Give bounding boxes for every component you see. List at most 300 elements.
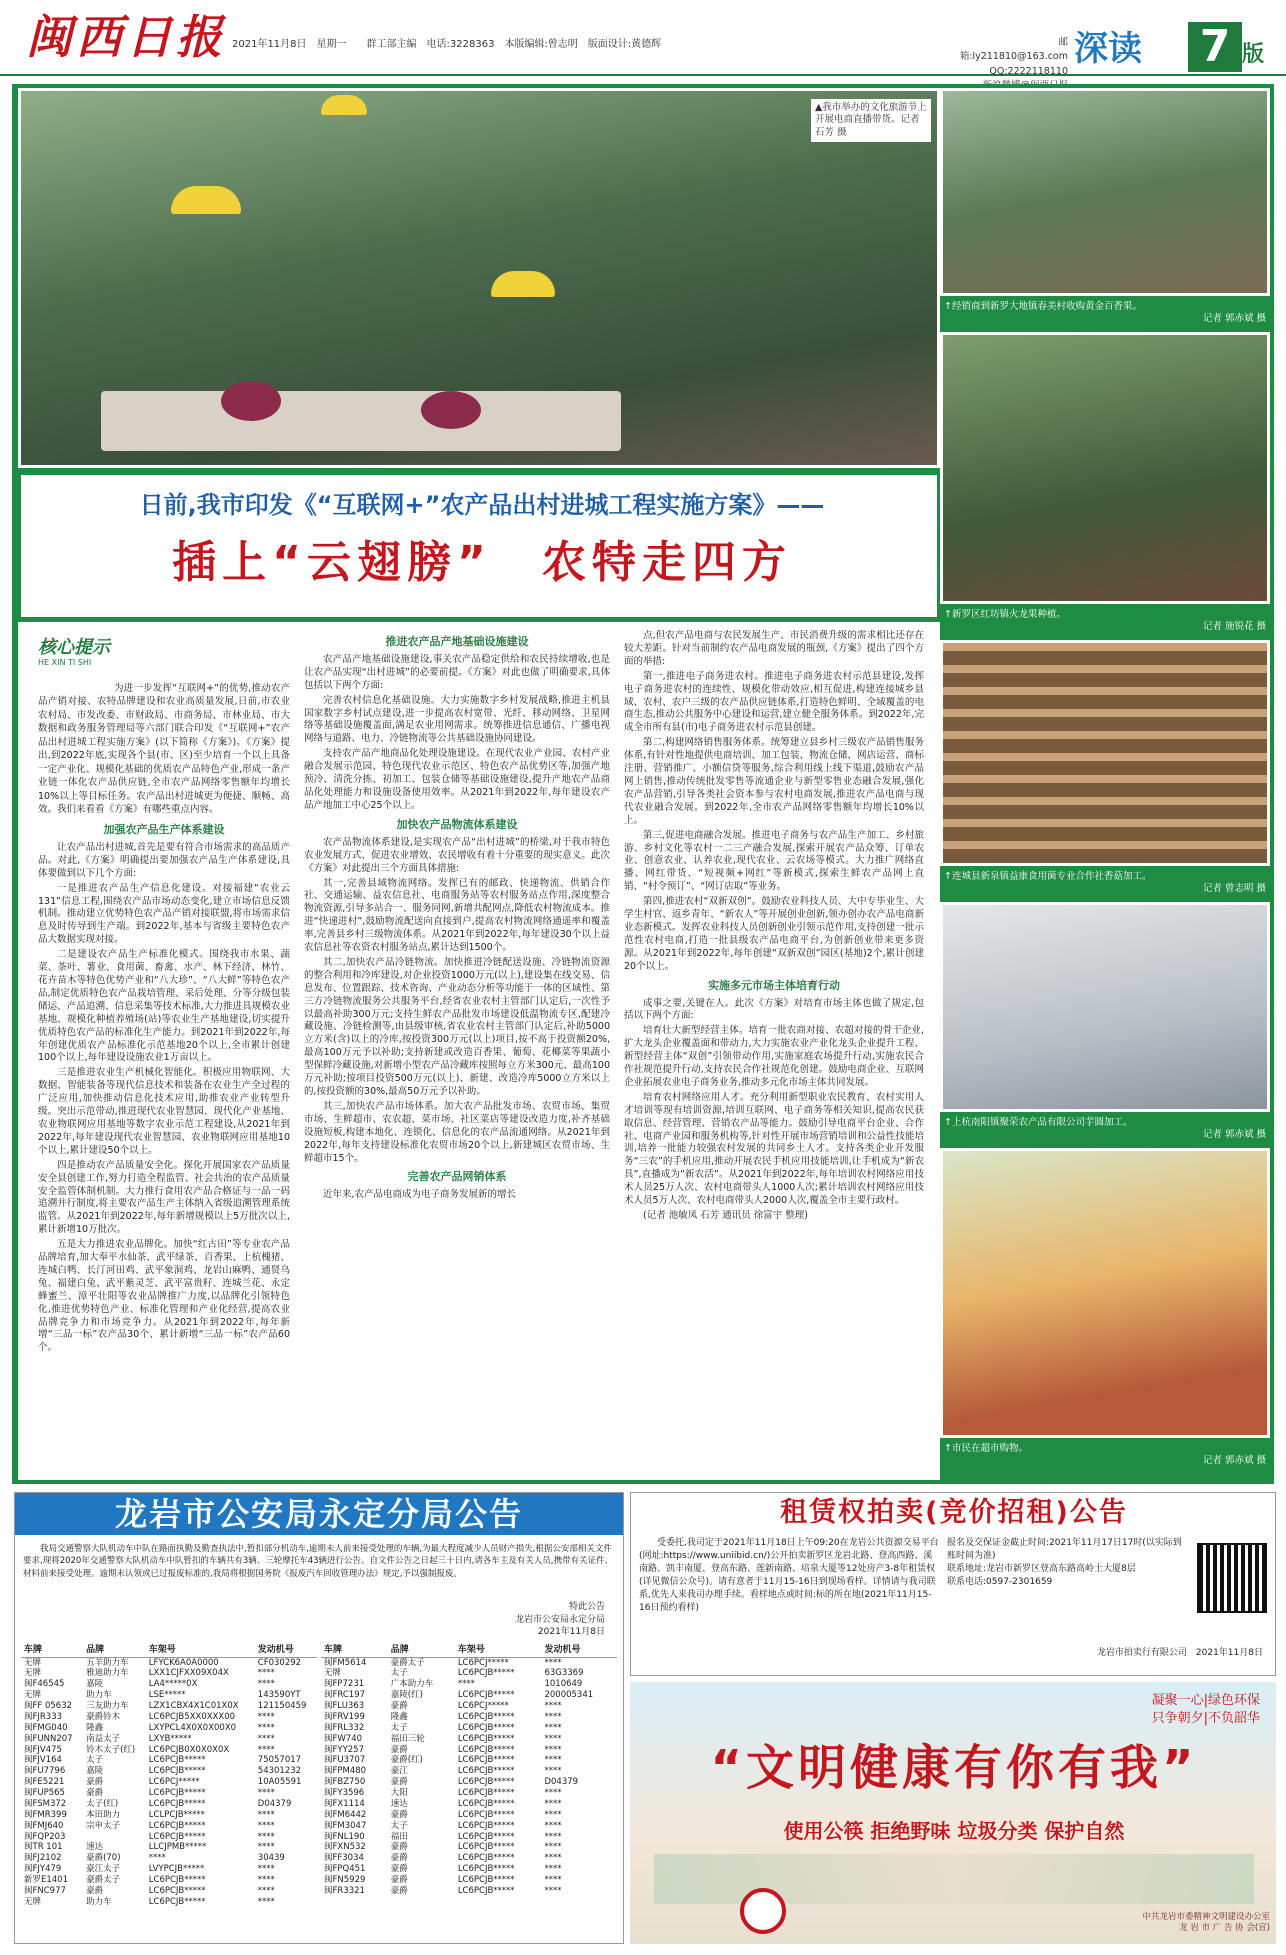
- table-cell: ****: [544, 1885, 562, 1896]
- table-row: [321, 1690, 617, 1701]
- paragraph: 农产品物流体系建设,是实现农产品“出村进城”的桥梁,对于我市特色农业发展方式、促进农业增效、农民增收有着十分重要的现实意义。此次《方案》对此提出三个方面具体措施:: [304, 836, 610, 874]
- paragraph: 近年来,农产品电商成为电子商务发展新的增长: [323, 1189, 517, 1201]
- headline-title: 插上“云翅膀” 农特走四方: [172, 537, 792, 588]
- table-cell: ****: [257, 1875, 275, 1886]
- table-cell: 闽FX1114: [324, 1798, 365, 1809]
- table-cell: 豪爵: [390, 1885, 408, 1896]
- table-row: [321, 1832, 617, 1843]
- table-cell: ****: [544, 1766, 562, 1777]
- table-cell: 助力车: [86, 1690, 112, 1701]
- table-cell: 速达: [390, 1798, 408, 1809]
- table-cell: 豪爵(红): [390, 1755, 423, 1766]
- table-cell: ****: [257, 1842, 275, 1853]
- table-cell: 闽FLU363: [324, 1701, 365, 1712]
- table-cell: LC6PCJB*****: [148, 1788, 206, 1799]
- table-cell: 豪爵: [390, 1853, 408, 1864]
- tip-pinyin: HE XIN TI SHI: [38, 658, 92, 667]
- table-cell: 助力车: [86, 1896, 112, 1907]
- table-cell: ****: [257, 1831, 275, 1842]
- section-heading: 实施多元市场主体培育行动: [708, 978, 840, 992]
- table-cell: 铃木太子(红): [86, 1744, 136, 1755]
- section-heading: 加强农产品生产体系建设: [103, 823, 225, 836]
- table-cell: 10A05591: [257, 1777, 302, 1788]
- masthead: [0, 0, 1286, 76]
- table-cell: 福田: [390, 1831, 408, 1842]
- table-cell: 南益太子: [86, 1733, 121, 1744]
- table-cell: 闽FY3596: [324, 1788, 365, 1799]
- vehicle-table-right: [321, 1645, 617, 1897]
- table-cell: 闽FJV475: [24, 1744, 62, 1755]
- table-row: [21, 1864, 317, 1875]
- table-header: 车牌: [21, 1645, 83, 1657]
- poster-slogans: 凝聚一心|绿色环保 只争朝夕|不负韶华: [1151, 1693, 1260, 1726]
- table-cell: 大阳: [390, 1788, 408, 1799]
- table-cell: LC6PCJB*****: [148, 1755, 206, 1766]
- article-body: [18, 622, 940, 1480]
- table-cell: LC6PCJB*****: [457, 1798, 515, 1809]
- table-cell: 30439: [257, 1853, 285, 1864]
- table-row: [21, 1777, 317, 1788]
- table-row: [21, 1766, 317, 1777]
- table-cell: LXX1CJFXX09X04X: [148, 1668, 229, 1679]
- table-cell: 闽TR 101: [24, 1842, 63, 1853]
- table-cell: ****: [457, 1679, 475, 1690]
- table-cell: 闽FMJ640: [24, 1820, 64, 1831]
- table-cell: LC6PCJB*****: [457, 1733, 515, 1744]
- table-row: [321, 1668, 617, 1679]
- paragraph: 四是推动农产品质量安全化。探化开展国家农产品质量安全县创建工作,努力打造全程监管、社会共治的农产品质量安全监管体制机制。大力推行食用农产品合格证与一品一码追溯并行制度,将主要农产品生产主体纳入省级追溯管理系统监管。从2021年到2022年,每年新增规模以上5万批次以上,累计新增10万批次。: [38, 1159, 290, 1236]
- table-cell: LC6PCJB*****: [457, 1809, 515, 1820]
- table-cell: ****: [544, 1809, 562, 1820]
- tip-text: 为进一步发挥“互联网+”的优势,推动农产品产销对接、农特品牌建设和农业高质量发展,日前,市农业农村局、市发改委、市财政局、市商务局、市林业局、市大数据和政务服务管理局等六部门联合印发《“互联网+”农产品出村进城工程实施方案》(以下简称《方案》)。《方案》提出,到2022年底,实现各个县(市、区)至少培育一个以上具备一定产业化、规模化基础的优质农产品特色产业,形成一条产业链一体化农产品供应链,全市农产品网络零售额年均增长10%以上等目标任务。农产品出村进城更为便捷、顺畅、高效。我们来看看《方案》有哪些重点内容。: [38, 683, 290, 816]
- table-cell: 闽FSM372: [24, 1798, 67, 1809]
- table-header: 车架号: [146, 1645, 255, 1657]
- table-cell: 闽FJV164: [24, 1755, 62, 1766]
- table-cell: LC6PCJB5XX0XXX00: [148, 1711, 236, 1722]
- table-cell: 闽FU7796: [24, 1766, 66, 1777]
- table-cell: 闽FRC197: [324, 1690, 366, 1701]
- table-cell: LC6PCJB*****: [457, 1853, 515, 1864]
- table-cell: LC6PCJB*****: [457, 1820, 515, 1831]
- table-cell: ****: [544, 1820, 562, 1831]
- table-cell: 雅迪助力车: [86, 1668, 129, 1679]
- table-cell: 豪爵: [390, 1809, 408, 1820]
- photo-taro-processing: [940, 902, 1270, 1112]
- section-heading: 推进农产品产地基础设施建设: [385, 635, 529, 648]
- paragraph: 第三,促进电商融合发展。推进电子商务与农产品生产加工、乡村旅游、乡村文化等农村一二三产融合发展,探索开展农产品众筹、订单农业、创意农业、认养农业,现代农业、云农场等模式。大力推广网络直播、网红带货、“短视频+网红”等新模式,探索生鲜农产品网上直销、“村令预订”、“网订店取”等业务。: [624, 829, 924, 893]
- poster-main-slogan: “文明健康有你有我”: [710, 1740, 1198, 1796]
- table-row: [21, 1821, 317, 1832]
- table-row: [21, 1690, 317, 1701]
- table-cell: LC6PCJB*****: [457, 1722, 515, 1733]
- notice-body: 我局交通警察大队机动车中队在路面执勤及勤查执法中,暂扣部分机动车,逾期未人前来接受处理的车辆,为最大程度减少人员财产损失,根据公安部相关文件要求,现将2020年交通警察大队机动车中队暂扣的车辆共有3辆、三轮摩托车43辆进行公告。自文件公告之日起三十日内,请各车主及有关人员,携带有关证件、材料前来接受处理。逾期未认领或已过报废标准的,我局将根据国务院《报废汽车回收管理办法》规定,予以强制报废。: [23, 1544, 613, 1579]
- table-cell: 嘉陵: [86, 1679, 104, 1690]
- table-cell: 豪爵: [390, 1744, 408, 1755]
- paragraph: 培育农村网络应用人才。充分利用新型职业农民教育、农村实用人才培训等现有培训资源,培训互联网、电子商务等相关知识,提高农民获取信息、经营管理、营销农产品等能力。鼓励引导电商平台企业、合作社、电商产业园和服务机构等,针对性开展市场营销培训和公益性技能培训,培养一批能力较强农村发展的共同乡土人才。支持各类企业开发服务“三农”的手机应用,推动开展农民手机应用技能培训,让手机成为“新农具”,直播成为“新农活”。从2021年到2022年,每年培训农村网络应用技术人员25万人次、农村电商带头人1000人次;累计培训农村网络应用技术人员5万人次、农村电商带头人2000人次,覆盖全市主要行政村。: [624, 1091, 924, 1207]
- table-cell: LC6PCJ*****: [148, 1777, 200, 1788]
- table-cell: 豪江太子: [86, 1864, 121, 1875]
- table-cell: 闽FUNN207: [24, 1733, 73, 1744]
- table-cell: 速达: [86, 1842, 104, 1853]
- table-cell: ****: [544, 1875, 562, 1886]
- table-cell: 无牌: [324, 1668, 342, 1679]
- page-suffix: 版: [1242, 42, 1265, 67]
- table-cell: 闽FM5614: [324, 1657, 367, 1668]
- table-cell: 三友助力车: [86, 1701, 129, 1712]
- table-row: [21, 1701, 317, 1712]
- table-cell: 无牌: [24, 1657, 42, 1668]
- table-cell: 闽FJR333: [24, 1711, 63, 1722]
- table-header: 品牌: [388, 1645, 455, 1657]
- table-cell: LC6PCJB*****: [457, 1766, 515, 1777]
- table-row: [321, 1821, 617, 1832]
- table-cell: 无牌: [24, 1690, 42, 1701]
- table-cell: ****: [257, 1896, 275, 1907]
- table-cell: LC6PCJB*****: [148, 1896, 206, 1907]
- table-row: [321, 1734, 617, 1745]
- table-cell: LXYB*****: [148, 1733, 192, 1744]
- table-cell: ****: [257, 1711, 275, 1722]
- table-cell: 豪爵: [86, 1885, 104, 1896]
- photo-caption: ↑连城县新泉镇益康食用菌专业合作社香菇加工。 记者 曾志明 摄: [940, 868, 1270, 898]
- table-row: [21, 1712, 317, 1723]
- table-cell: 闽FW740: [324, 1733, 363, 1744]
- table-cell: 121150459: [257, 1701, 307, 1712]
- table-cell: LC6PCJB*****: [457, 1831, 515, 1842]
- table-cell: 闽FE5221: [24, 1777, 65, 1788]
- no-wildlife-icon: [740, 1888, 786, 1934]
- table-cell: 闽FNC977: [24, 1885, 66, 1896]
- table-row: [321, 1810, 617, 1821]
- headline-box: [18, 472, 940, 620]
- article-column-1: [38, 818, 290, 1474]
- table-cell: 豪爵: [390, 1875, 408, 1886]
- auction-body: 受委托,我司定于2021年11月18日上午09:20在龙岩公共资源交易平台(网址:https://www.uniibid.cn/)公开拍卖新罗区龙岩北路、登高西路、溪南路、凯丰南厦、登高东路、莲新南路、培泉大厦等12处房产3-8年租赁权(详见微信公众号)。请有意者于11月15-16日到现场看样。详情请与我司联系,优先人来我司办理手续。看样地点或时间:标的所在地(2021年11月15-16日预约看样): [639, 1538, 939, 1614]
- table-cell: 闽FMR399: [24, 1809, 67, 1820]
- table-cell: LC6PCJB*****: [457, 1885, 515, 1896]
- paragraph: 一是推进农产品生产信息化建设。对接福建“农业云131”信息工程,围绕农产品市场动态变化,建立市场信息反馈机制。推动建立优势特色农产品产销对接联盟,将市场需求信息及时传导到生产端。到2022年,基本与省级主要特色农产品大数据实现对接。: [38, 882, 290, 946]
- table-cell: LC6PCJB*****: [148, 1766, 206, 1777]
- paragraph: 完善农村信息化基础设施。大力实施数字乡村发展战略,推进主机县国家数字乡村试点建设,进一步提高农村宽带、光纤、移动网络、卫星网络等基础设施覆盖面,满足农业用网需求。统筹推进信息通信、广播电视网络与道路、电力、冷链物流等公共基础设施协同建设。: [304, 694, 610, 745]
- table-row: [321, 1679, 617, 1690]
- article-column-2: [304, 630, 610, 1474]
- table-row: [321, 1766, 617, 1777]
- table-cell: LC6PCJB*****: [148, 1820, 206, 1831]
- table-row: [21, 1755, 317, 1766]
- table-cell: 闽FRL332: [324, 1722, 365, 1733]
- table-cell: LC6PCJB*****: [148, 1885, 206, 1896]
- paragraph: 成事之要,关键在人。此次《方案》对培育市场主体也做了规定,包括以下两个方面:: [624, 997, 924, 1022]
- table-cell: LXYPCL4X0X0X00X0: [148, 1722, 237, 1733]
- table-cell: 闽FQP203: [24, 1831, 66, 1842]
- vehicle-table-left: [21, 1645, 317, 1908]
- photo-caption: ↑市民在超市购物。 记者 郭赤斌 摄: [940, 1440, 1270, 1470]
- table-row: [21, 1788, 317, 1799]
- fruit-icon: [221, 381, 281, 421]
- table-cell: 豪爵: [390, 1701, 408, 1712]
- photo-passion-fruit: [940, 88, 1270, 296]
- table-cell: 豪爵: [86, 1777, 104, 1788]
- table-cell: LA4*****0X: [148, 1679, 198, 1690]
- photo-caption: ↑经销商到新罗大地镇春美村收购黄金百香果。 记者 郭赤斌 摄: [940, 298, 1270, 328]
- table-cell: ****: [544, 1657, 562, 1668]
- table-row: [321, 1864, 617, 1875]
- newspaper-logo: 闽西日报: [26, 10, 226, 64]
- table-cell: ****: [257, 1820, 275, 1831]
- table-cell: ****: [544, 1722, 562, 1733]
- table-cell: LC6PCJB*****: [457, 1777, 515, 1788]
- table-cell: LC6PCJB*****: [148, 1798, 206, 1809]
- table-cell: LC6PCJB*****: [148, 1831, 206, 1842]
- table-header: 发动机号: [255, 1645, 317, 1657]
- paragraph: 农产品产地基础设施建设,事关农产品稳定供给和农民持续增收,也是让农产品实现“出村进城”的必要前提。《方案》对此也做了明确要求,具体包括以下两个方面:: [304, 653, 610, 691]
- tip-label: 核心提示: [38, 637, 110, 658]
- table-cell: 闽FJ2102: [24, 1853, 62, 1864]
- table-cell: ****: [544, 1755, 562, 1766]
- table-cell: ****: [257, 1864, 275, 1875]
- table-row: [321, 1853, 617, 1864]
- civility-poster: [630, 1682, 1276, 1944]
- table-cell: LFYCK6A0A0000: [148, 1657, 219, 1668]
- auction-signature: 龙岩市拍卖行有限公司 2021年11月8日: [1096, 1648, 1263, 1658]
- table-cell: ****: [544, 1842, 562, 1853]
- table-cell: ****: [544, 1733, 562, 1744]
- table-cell: 143590YT: [257, 1690, 301, 1701]
- table-cell: ****: [257, 1733, 275, 1744]
- photo-dragon-fruit: [940, 332, 1270, 604]
- table-cell: 闽FR3321: [324, 1885, 365, 1896]
- table-cell: 太子: [86, 1755, 104, 1766]
- table-cell: 无牌: [24, 1668, 42, 1679]
- section-heading: 完善农产品网销体系: [407, 1170, 507, 1184]
- paragraph: 第二,构建网络销售服务体系。统筹建立县乡村三级农产品销售服务体系,有针对性地提供电商培训、加工包装、物流仓储、网店运营、商标注册、营销推广、小额信贷等服务,综合利用线上线下渠道,鼓励农产品网上销售,推动传统批发零售等流通企业与新型零售业态融合发展,强化农产品营销,引导各类社会资本参与农村电商发展,推进农产品电商与现代农业融合发展。到2022年,全市农产品网络零售额年均增长10%以上。: [624, 737, 924, 826]
- table-row: [21, 1810, 317, 1821]
- table-row: [321, 1799, 617, 1810]
- table-cell: LVYPCJB*****: [148, 1864, 205, 1875]
- table-cell: 嘉陵: [86, 1766, 104, 1777]
- core-tip: [38, 630, 290, 816]
- table-cell: 54301232: [257, 1766, 302, 1777]
- table-cell: 隆鑫: [390, 1711, 408, 1722]
- table-cell: ****: [544, 1798, 562, 1809]
- table-cell: LC6PCJB0X0X0X0X: [148, 1744, 230, 1755]
- table-cell: 太子: [390, 1820, 408, 1831]
- table-cell: 五羊助力车: [86, 1657, 129, 1668]
- paragraph: 其三,加快农产品市场体系。加大农产品批发市场、农贸市场、集贸市场、生鲜超市、农农超、菜市场、社区菜店等建设改造力度,补齐基础设施短板,构建本地化、连锁化、信息化的农产品流通网络。从2021年到2022年,每年支持建设标准化农贸市场20个以上,新建城区农贸市场、生鲜超市15个。: [304, 1100, 610, 1164]
- auction-title: 租赁权拍卖(竞价招租)公告: [780, 1497, 1128, 1528]
- hat-icon: [491, 271, 555, 297]
- table-cell: 豪爵太子: [86, 1875, 121, 1886]
- photo-caption: ↑上杭南阳镇聚荣农产品有限公司芋圆加工。 记者 郭赤斌 摄: [940, 1114, 1270, 1144]
- issue-info: 2021年11月8日 星期一 群工部主编 电话:3228363 本版编辑:曾志明 版面设计:黄德辉: [232, 39, 662, 50]
- table-cell: LC6PCJB*****: [457, 1755, 515, 1766]
- headline-subtitle: 日前,我市印发《“互联网+”农产品出村进城工程实施方案》——: [139, 491, 825, 519]
- poster-organizers: 中共龙岩市委精神文明建设办公室 龙 岩 市 广 告 协 会(宣): [1142, 1912, 1270, 1934]
- table-cell: ****: [257, 1722, 275, 1733]
- table-cell: 闽FYY257: [324, 1744, 364, 1755]
- table-cell: CF030292: [257, 1657, 302, 1668]
- table-cell: 豪爵: [390, 1864, 408, 1875]
- table-row: [21, 1745, 317, 1756]
- table-row: [21, 1723, 317, 1734]
- table-cell: 闽FXN532: [324, 1842, 366, 1853]
- police-notice: [14, 1492, 624, 1944]
- hat-icon: [321, 95, 367, 115]
- table-row: [321, 1745, 617, 1756]
- table-cell: LC6PCJB*****: [457, 1875, 515, 1886]
- table-cell: 新罗E1401: [24, 1875, 69, 1886]
- table-row: [321, 1886, 617, 1897]
- table-row: [321, 1777, 617, 1788]
- table-cell: 闽FN5929: [324, 1875, 366, 1886]
- table-cell: 太子: [390, 1722, 408, 1733]
- auction-notice: [630, 1492, 1276, 1676]
- table-row: [21, 1679, 317, 1690]
- table-cell: 豪爵(70): [86, 1853, 121, 1864]
- paragraph: 三是推进农业生产机械化智能化。积极应用物联网、大数据、智能装备等现代信息技术和装备在农业生产全过程的广泛应用,加快推动信息化技术应用,助推农业产业转型升级。突出示范带动,推进现代农业智慧园、现代化产业基地、农业物联网应用基地等数字农业示范工程建设,从2021年到2022年,每年建设现代农业智慧园、农业物联网应用基地10个以上,累计建设50个以上。: [38, 1067, 290, 1156]
- table-cell: D04379: [544, 1777, 579, 1788]
- fruit-icon: [421, 391, 481, 429]
- table-row: [21, 1875, 317, 1886]
- table-cell: 嘉陵(红): [390, 1690, 423, 1701]
- table-cell: 闽FF 05632: [24, 1701, 73, 1712]
- table-cell: LC6PCJB*****: [457, 1668, 515, 1679]
- table-cell: ****: [257, 1788, 275, 1799]
- table-cell: 闽FUP565: [24, 1788, 65, 1799]
- page-number: 7: [1188, 22, 1242, 72]
- table-cell: LLCJPMB*****: [148, 1842, 207, 1853]
- photo-caption: ↑新罗区红坊镇火龙果种植。 记者 施锐花 摄: [940, 606, 1270, 636]
- main-photo-livestream: [18, 88, 940, 468]
- table-cell: 豪爵太子: [390, 1657, 425, 1668]
- article-column-3: [624, 630, 924, 1474]
- photo-mushroom: [940, 640, 1270, 866]
- poster-sub-slogan: 使用公筷 拒绝野味 垃圾分类 保护自然: [783, 1819, 1125, 1843]
- paragraph: 第四,推进农村“双新双创”。鼓励农业科技人员、大中专毕业生、大学生村官、返乡青年、“新农人”等开展创业创新,领办创办农产品电商新业态新模式。发挥农业科技人员创新创业引领示范作用,支持创建一批示范性农村电商,打造一批县级农产品电商平台,为创新创业带来更多资源。从2021年到2022年,每年创建“双新双创”园区(基地)2个,累计创建20个以上。: [624, 896, 924, 972]
- table-row: [21, 1842, 317, 1853]
- table-cell: ****: [544, 1853, 562, 1864]
- table-cell: LC6PCJB*****: [457, 1690, 515, 1701]
- table-cell: 太子(红): [86, 1798, 119, 1809]
- hat-icon: [171, 186, 241, 214]
- table-row: [321, 1701, 617, 1712]
- table-cell: ****: [544, 1831, 562, 1842]
- table-cell: ****: [544, 1864, 562, 1875]
- paragraph: 支持农产品产地商品化处理设施建设。在现代农业产业园、农村产业融合发展示范园、特色现代农业示范区、特色农产品优势区等,加强产地预冷、清洗分拣、初加工、包装仓储等基础设施建设,提升产地农产品商品化处理能力和设施设备使用效率。从2021年到2022年,每年建设农产品产地加工中心25个以上。: [304, 748, 610, 811]
- table-cell: LCLPCJB*****: [148, 1809, 205, 1820]
- paragraph: 五是大力推进农业品牌化。加快“红古田”等专业农产品品牌培育,加大奉平水仙茶、武平绿茶、百香果、上杭槐猪、连城白鸭、长汀河田鸡、武平象洞鸡、龙岩山麻鸭、通贤乌兔、福建白兔、武平紫灵芝、武平富贵籽、连城兰花、永定蜂蜜兰、漳平壮阳等农业品牌推广力度,以品牌化引领特色化,推进优势特色产业、标准化管理和产业化经营,提高农业品牌竞争力和市场竞争力。从2021年到2022年,每年新增“三品一标”农产品30个、累计新增“三品一标”农产品60个。: [38, 1239, 290, 1354]
- table-row: [21, 1853, 317, 1864]
- paragraph: 其一,完善县域物流网络。发挥已有的邮政、快递物流、供销合作社、交通运输、益农信息社、电商服务站等农村服务站点作用,深度整合物流资源,引导多站合一、服务同网,新增共配网点,降低农村物流成本。推进“快递进村”,鼓励物流配送向直接到户,提高农村物流网络通遥率和覆盖率,完善县乡村三级物流体系。从2021年到2022年,每年建设30个以上益农信息社等农资农村服务站点,累计达到1500个。: [304, 877, 610, 954]
- auction-details: 报名及交保证金截止时间:2021年11月17日17时(以实际到账时间为准) 联系地址:龙岩市新罗区登高东路高岭土大厦8层 联系电话:0597-2301659: [947, 1538, 1182, 1588]
- section-name: 深读: [1074, 29, 1142, 69]
- table-cell: 闽FPM480: [324, 1766, 367, 1777]
- photo-caption: ▲我市举办的文化旅游节上开展电商直播带货。记者 石芳 摄: [811, 99, 931, 142]
- table-cell: LC6PCJB*****: [457, 1744, 515, 1755]
- paragraph: 第一,推进电子商务进农村。推进电子商务进农村示范县建设,发挥电子商务进农村的连续性、规模化带动效应,相互促进,构建连接城乡县域、农村、农户三级的农产品供应链体系,打造特色鲜明、全域覆盖的电商生态,推动公共服务中心建设和运营,建立健全服务体系。到2022年,完成全市所有县(市)电子商务进农村示范县创建。: [624, 670, 924, 734]
- table-cell: ****: [257, 1809, 275, 1820]
- table-row: [21, 1657, 317, 1668]
- table-cell: 63G3369: [544, 1668, 584, 1679]
- table-cell: 隆鑫: [86, 1722, 104, 1733]
- table-cell: 200005341: [544, 1690, 594, 1701]
- table-row: [21, 1832, 317, 1843]
- table-cell: 闽F46545: [24, 1679, 65, 1690]
- table-cell: 豪爵: [390, 1842, 408, 1853]
- table-cell: 豪爵铃木: [86, 1711, 121, 1722]
- table-row: [321, 1723, 617, 1734]
- table-cell: 闽FRV199: [324, 1711, 365, 1722]
- table-cell: ****: [257, 1679, 275, 1690]
- table-row: [21, 1897, 317, 1908]
- table-cell: LSE*****: [148, 1690, 186, 1701]
- notice-title: 龙岩市公安局永定分局公告: [15, 1493, 623, 1535]
- table-cell: [83, 1832, 146, 1843]
- table-cell: 闽FPQ451: [324, 1864, 366, 1875]
- table-cell: ****: [544, 1701, 562, 1712]
- table-cell: 豪江: [390, 1766, 408, 1777]
- paragraph: 其二,加快农产品冷链物流。加快推进冷链配送设施、冷链物流资源的整合利用和冷库建设,对企业投资1000万元(以上),建设集在线交易、信息发布、位置跟踪、技术咨询、产业动态分析等功能于一体的区域性、第三方冷链物流服务公共服务平台,经省农业农村主管部门认定后,一次性予以最高补助300万元;支持生鲜农产品批发市场建设低温物流专区,配建冷藏设施、冷链检测等,由县级审核,省农业农村主管部门认定后,补助5000立方米(含)以上的冷库,按投资300万元(以上)项目,按不高于投资额20%,最高100万元予以补助;支持新建或改造百香果、葡萄、花椰菜等果蔬小型保鲜冷藏设施,对新增小型农产品冷藏库按照每立方米300元、最高100万元补助;按项目投资500万元(以上)、新建、改造冷库5000立方米以上的,按投资额的30%,最高50万元予以补助。: [304, 956, 610, 1097]
- table-cell: 宗申太子: [86, 1820, 121, 1831]
- table-row: [321, 1755, 617, 1766]
- table-header: 品牌: [83, 1645, 146, 1657]
- table-cell: ****: [544, 1788, 562, 1799]
- table-cell: 闽FJY479: [24, 1864, 62, 1875]
- table-cell: ****: [257, 1885, 275, 1896]
- table-row: [321, 1788, 617, 1799]
- table-header: 发动机号: [541, 1645, 617, 1657]
- table-cell: 闽FM6442: [324, 1809, 367, 1820]
- table-row: [321, 1657, 617, 1668]
- table-cell: 本田助力: [86, 1809, 121, 1820]
- table-cell: 广本助力车: [390, 1679, 434, 1690]
- table-cell: 闽FBZ750: [324, 1777, 366, 1788]
- table-row: [21, 1886, 317, 1897]
- table-cell: 豪爵: [86, 1788, 104, 1799]
- section-heading: 加快农产品物流体系建设: [396, 817, 518, 831]
- table-cell: LC6PCJ*****: [457, 1657, 509, 1668]
- paragraph: (记者 池敏凤 石芳 通讯员 徐富宇 整理): [643, 1210, 809, 1222]
- paragraph: 培育壮大新型经营主体。培育一批农商对接、农超对接的骨干企业,扩大龙头企业覆盖面和带动力,大力实施农业产业化龙头企业提升工程、新型经营主体“双创”引领带动作用,实施家庭农场提升行动,实施农民合作社规范提升行动,支持农民合作社规范化创建。鼓励电商企业、互联网企业拓展农业电子商务业务,推动多元化市场主体共同发展。: [624, 1025, 924, 1088]
- table-cell: D04379: [257, 1798, 292, 1809]
- table-cell: 1010649: [544, 1679, 583, 1690]
- contact-email[interactable]: 邮箱:ly211810@163.com: [959, 37, 1068, 63]
- paragraph: 点,但农产品电商与农民发展生产、市民消费升级的需求相比还存在较大差距。针对当前制约农产品电商发展的瓶颈,《方案》提出了四个方面的举措:: [624, 630, 924, 667]
- table-cell: LC6PCJB*****: [457, 1788, 515, 1799]
- table-header: 车架号: [455, 1645, 542, 1657]
- table-cell: LC6PCJB*****: [457, 1711, 515, 1722]
- table-cell: 太子: [390, 1668, 408, 1679]
- table-cell: 福田三轮: [390, 1733, 425, 1744]
- paragraph: 二是建设农产品生产标准化模式。围绕我市水果、蔬菜、茶叶、薯业、食用菌、畜禽、水产、林下经济、林竹、花卉苗木等特色优势产业和“八大珍”、“八大鲜”等特色农产品,制定优质特色农产品栽培管理、采后处理、分等分级包装储运、产品追溯、信息采集等技术标准,大力推进具规模农业基地、规模化种植养殖场(站)等农业生产基地建设,切实提升优质特色农产品的标准化生产能力。到2021年到2022年,每年创建优质农产品标准化示范基地20个以上,全市累计创建100个以上,每年建设设施农业1万亩以上。: [38, 949, 290, 1064]
- photo-supermarket: [940, 1148, 1270, 1438]
- table-cell: ****: [257, 1668, 275, 1679]
- table-cell: ****: [257, 1744, 275, 1755]
- table-cell: 豪爵: [390, 1777, 408, 1788]
- table-row: [21, 1799, 317, 1810]
- table-row: [321, 1712, 617, 1723]
- table-row: [21, 1734, 317, 1745]
- table-cell: 闽FP7231: [324, 1679, 365, 1690]
- table-cell: LC6PCJ*****: [457, 1701, 509, 1712]
- notice-signature: 特此公告 龙岩市公安局永定分局 2021年11月8日: [514, 1602, 605, 1638]
- table-cell: LC6PCJB*****: [148, 1875, 206, 1886]
- table-row: [321, 1842, 617, 1853]
- table-cell: 闽FF3034: [324, 1853, 364, 1864]
- qr-code-icon[interactable]: [1197, 1543, 1267, 1613]
- table-cell: 75057017: [257, 1755, 302, 1766]
- table-row: [21, 1668, 317, 1679]
